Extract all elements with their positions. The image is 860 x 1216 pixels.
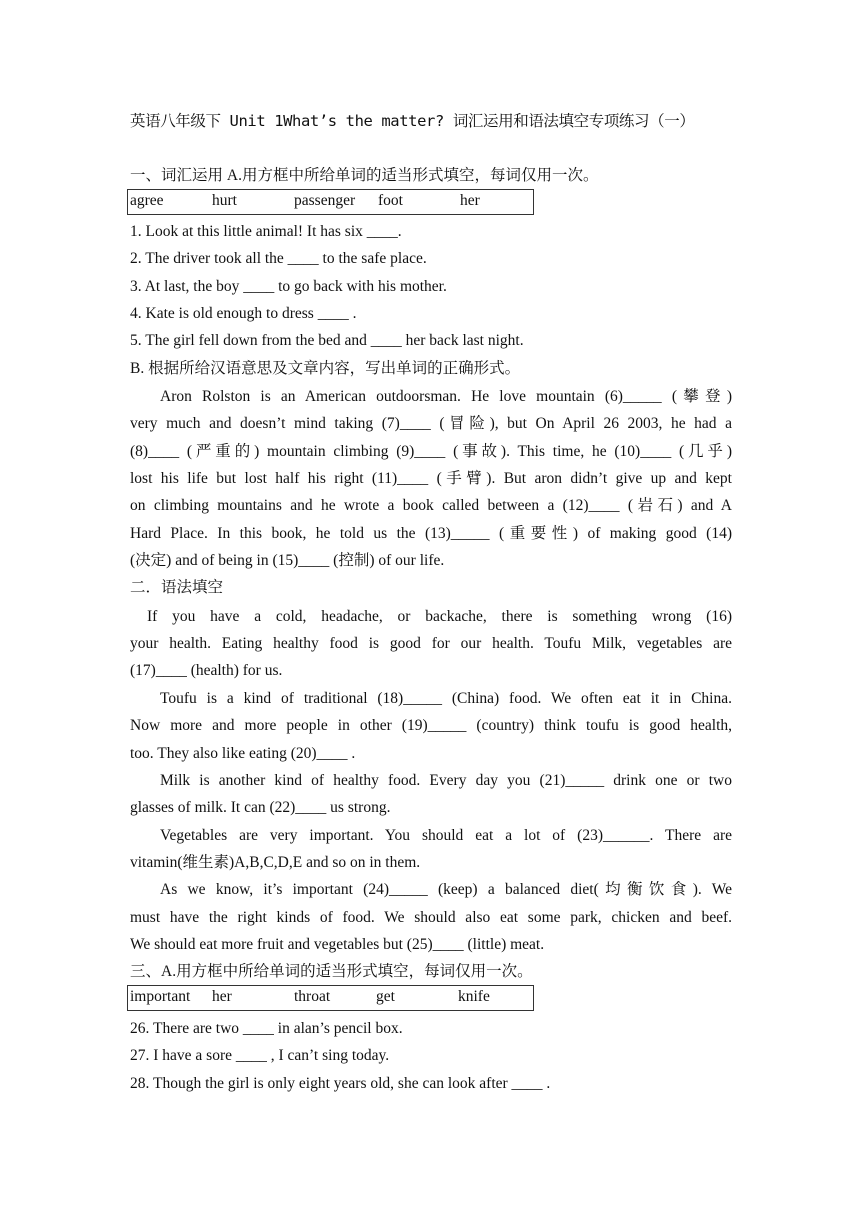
question-item: 2. The driver took all the ____ to the safe place. [130, 250, 427, 267]
word-box-2 [127, 985, 534, 1011]
question-item: 4. Kate is old enough to dress ____ . [130, 305, 357, 322]
word-box-1-item: hurt [212, 192, 237, 209]
question-item: 27. I have a sore ____ , I can’t sing today. [130, 1047, 390, 1064]
passage-line: glasses of milk. It can (22)____ us strong. [130, 799, 391, 816]
passage-line: vitamin(维生素)A,B,C,D,E and so on in them. [130, 854, 421, 871]
question-item: 5. The girl fell down from the bed and ____ her back last night. [130, 332, 524, 349]
passage-line: must have the right kinds of food. We should also eat some park, chicken and beef. [130, 909, 732, 926]
word-box-2-item: important [130, 988, 191, 1005]
word-box-2-item: knife [458, 988, 490, 1005]
section3-heading: 三、A.用方框中所给单词的适当形式填空，每词仅用一次。 [130, 963, 533, 980]
word-box-1-item: agree [130, 192, 164, 209]
question-item: 1. Look at this little animal! It has six ____. [130, 223, 402, 240]
section1-heading: 一、词汇运用 A.用方框中所给单词的适当形式填空，每词仅用一次。 [130, 167, 599, 184]
word-box-2-item: throat [294, 988, 331, 1005]
passage-line: lost his life but lost half his right (11)____ (手臂). But aron didn’t give up and kept [130, 470, 732, 487]
passage-line: (17)____ (health) for us. [130, 662, 283, 679]
passage-line: on climbing mountains and he wrote a book called between a (12)____ (岩石) and A [130, 497, 732, 514]
question-item: 3. At last, the boy ____ to go back with his mother. [130, 278, 447, 295]
passage-line: (决定) and of being in (15)____ (控制) of our life. [130, 552, 445, 569]
question-item: 28. Though the girl is only eight years old, she can look after ____ . [130, 1075, 551, 1092]
part-b-heading: B. 根据所给汉语意思及文章内容，写出单词的正确形式。 [130, 360, 521, 377]
passage-line: your health. Eating healthy food is good for our health. Toufu Milk, vegetables are [130, 635, 732, 652]
section2-heading: 二．语法填空 [130, 579, 224, 596]
passage-line: As we know, it’s important (24)_____ (keep) a balanced diet(均衡饮食). We [160, 881, 732, 898]
word-box-1 [127, 189, 534, 215]
passage-line: If you have a cold, headache, or backache, there is something wrong (16) [147, 608, 732, 625]
word-box-1-item: her [460, 192, 480, 209]
passage-line: Hard Place. In this book, he told us the (13)_____ (重要性) of making good (14) [130, 525, 732, 542]
word-box-1-item: passenger [294, 192, 356, 209]
passage-line: (8)____ (严重的) mountain climbing (9)____ (事故). This time, he (10)____ (几乎) [130, 443, 732, 460]
word-box-1-item: foot [378, 192, 403, 209]
word-box-2-item: her [212, 988, 232, 1005]
word-box-2-item: get [376, 988, 395, 1005]
passage-line: We should eat more fruit and vegetables but (25)____ (little) meat. [130, 936, 545, 953]
passage-line: Toufu is a kind of traditional (18)_____ (China) food. We often eat it in China. [160, 690, 732, 707]
passage-line: Aron Rolston is an American outdoorsman. He love mountain (6)_____ (攀登) [160, 388, 732, 405]
question-item: 26. There are two ____ in alan’s pencil box. [130, 1020, 403, 1037]
worksheet-title: 英语八年级下 Unit 1What’s the matter? 词汇运用和语法填空专项练习（一） [130, 112, 695, 130]
passage-line: very much and doesn’t mind taking (7)____ (冒险), but On April 26 2003, he had a [130, 415, 732, 432]
passage-line: Milk is another kind of healthy food. Every day you (21)_____ drink one or two [160, 772, 732, 789]
passage-line: Vegetables are very important. You should eat a lot of (23)______. There are [160, 827, 732, 844]
passage-line: Now more and more people in other (19)_____ (country) think toufu is good health, [130, 717, 732, 734]
passage-line: too. They also like eating (20)____ . [130, 745, 356, 762]
